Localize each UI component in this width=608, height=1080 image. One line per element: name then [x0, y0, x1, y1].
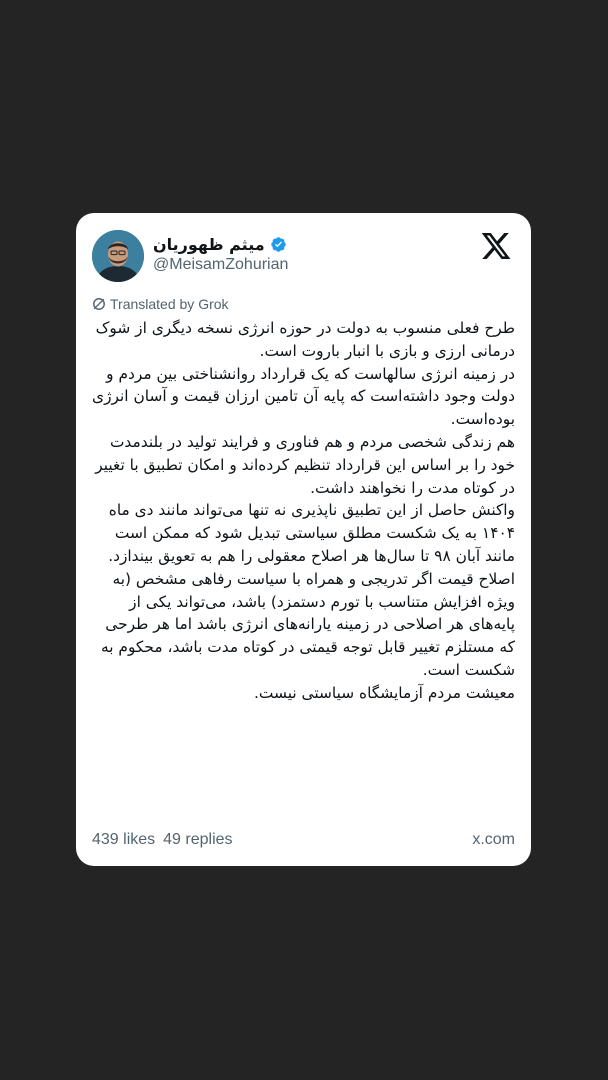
translated-label: Translated by Grok	[110, 296, 229, 312]
tweet-paragraph: اصلاح قیمت اگر تدریجی و همراه با سیاست رفاهی مشخص (به ویژه افزایش متناسب با تورم دستمزد) باشد، می‌تواند یکی از پایه‌های هر اصلاحی در زمینه یارانه‌های انرژی باشد اما هر طرحی که مستلزم تغییر قابل توجه قیمتی در کوتاه مدت باشد، محکوم به شکست است.	[101, 569, 515, 679]
tweet-paragraph: طرح فعلی منسوب به دولت در حوزه انرژی نسخه دیگری از شوک درمانی ارزی و بازی با انبار باروت است.	[95, 319, 515, 360]
translated-indicator[interactable]	[92, 294, 229, 314]
tweet-text	[92, 317, 515, 705]
site-link[interactable]: x.com	[472, 831, 515, 848]
engagement-stats	[92, 831, 233, 849]
avatar[interactable]	[92, 230, 144, 282]
avatar-portrait-icon	[92, 230, 144, 282]
author-row	[153, 233, 287, 255]
grok-icon	[92, 297, 106, 311]
author-name[interactable]: میثم ظهوریان	[153, 234, 265, 254]
tweet-paragraph: واکنش حاصل از این تطبیق ناپذیری نه تنها می‌تواند مانند دی ماه ۱۴۰۴ به یک شکست مطلق سیاستی تبدیل شود که ممکن است مانند آبان ۹۸ تا سال‌ها هر اصلاح معقولی را هم به تعویق بیندازد.	[108, 501, 515, 565]
verified-badge-icon	[270, 236, 287, 253]
replies-count[interactable]: 49 replies	[163, 831, 233, 848]
tweet-footer	[92, 829, 515, 851]
tweet-paragraph: معیشت مردم آزمایشگاه سیاستی نیست.	[253, 683, 515, 702]
tweet-paragraph: در زمینه انرژی سالهاست که یک قرارداد روانشناختی بین مردم و دولت وجود داشته‌است که پایه آن تامین ارزان قیمت و آسان انرژی بوده‌است.	[92, 364, 515, 429]
tweet-card[interactable]	[76, 213, 531, 866]
tweet-paragraph: هم زندگی شخصی مردم و هم فناوری و فرایند تولید در بلندمدت خود را بر اساس این قرارداد تنظیم کرده‌اند و امکان تطبیق با تغییر در کوتاه مدت را نخواهند داشت.	[95, 432, 515, 497]
x-logo-icon[interactable]	[480, 230, 512, 262]
author-handle[interactable]: @MeisamZohurian	[153, 256, 289, 273]
likes-count[interactable]: 439 likes	[92, 831, 156, 848]
